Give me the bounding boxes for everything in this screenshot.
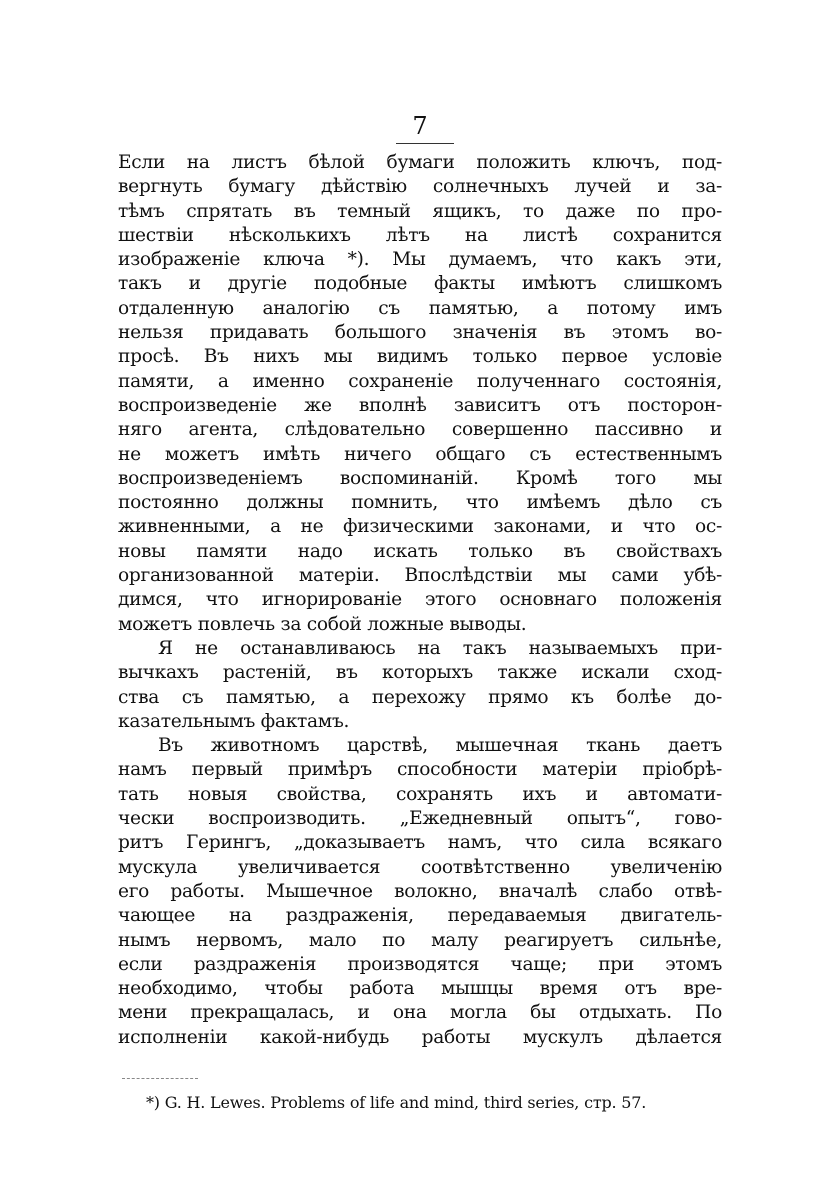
footnote-separator — [122, 1078, 198, 1079]
text-line: казательнымъ фактамъ. — [118, 710, 350, 732]
text-line: его работы. Мышечное волокно, вначалѣ слабо отвѣ- — [118, 880, 722, 902]
text-line: новы памяти надо искать только въ свойствахъ — [118, 540, 722, 562]
text-line: ства съ памятью, а перехожу прямо къ болѣе до- — [118, 686, 722, 708]
text-line: воспроизведеніе же вполнѣ зависитъ отъ посторон- — [118, 394, 722, 416]
text-line: памяти, а именно сохраненіе полученнаго состоянія, — [118, 370, 722, 392]
text-line: ритъ Герингъ, „доказываетъ намъ, что сила всякаго — [118, 832, 722, 854]
text-line: Если на листъ бѣлой бумаги положить ключъ, под- — [118, 152, 722, 173]
text-line: постоянно должны помнить, что имѣемъ дѣло съ — [118, 492, 722, 514]
body-text — [118, 151, 722, 1050]
text-line: отдаленную аналогію съ памятью, а потому имъ — [118, 297, 722, 319]
text-line: изображеніе ключа *). Мы думаемъ, что какъ эти, — [118, 249, 722, 271]
text-line: необходимо, чтобы работа мышцы время отъ вре- — [118, 978, 722, 1000]
text-line: нельзя придавать большого значенія въ этомъ во- — [118, 322, 722, 344]
footnote: *) G. H. Lewes. Problems of life and mind, third series, стр. 57. — [146, 1093, 647, 1112]
text-line: вычкахъ растеній, въ которыхъ также искали сход- — [118, 662, 722, 684]
text-line: просѣ. Въ нихъ мы видимъ только первое условіе — [118, 346, 722, 368]
text-line: мускула увеличивается соотвѣтственно увеличенію — [118, 856, 722, 878]
text-line: организованной матеріи. Впослѣдствіи мы сами убѣ- — [118, 565, 722, 587]
text-line: чески воспроизводить. „Ежедневный опытъ“, гово- — [118, 808, 722, 830]
text-line: если раздраженія производятся чаще; при этомъ — [118, 953, 722, 975]
text-line: Въ животномъ царствѣ, мышечная ткань даетъ — [158, 735, 722, 757]
text-line: живненными, а не физическими законами, и что ос- — [118, 516, 722, 538]
text-line: тать новыя свойства, сохранять ихъ и автомати- — [118, 783, 722, 805]
text-line: вергнуть бумагу дѣйствію солнечныхъ лучей и за- — [118, 176, 722, 198]
text-line: няго агента, слѣдовательно совершенно пассивно и — [118, 419, 722, 441]
page-number: 7 — [412, 112, 428, 140]
text-line: исполненіи какой-нибудь работы мускулъ дѣлается — [118, 1026, 722, 1048]
text-line: нымъ нервомъ, мало по малу реагируетъ сильнѣе, — [118, 929, 722, 951]
page-number-rule — [396, 143, 454, 144]
text-line: тѣмъ спрятать въ темный ящикъ, то даже по про- — [118, 200, 722, 222]
text-line: чающее на раздраженія, передаваемыя двигатель- — [118, 905, 722, 927]
text-line: шествіи нѣсколькихъ лѣтъ на листѣ сохранится — [118, 224, 722, 246]
text-line: димся, что игнорированіе этого основнаго положенія — [118, 589, 722, 611]
text-line: не можетъ имѣть ничего общаго съ естественнымъ — [118, 443, 722, 465]
text-line: такъ и другіе подобные факты имѣютъ слишкомъ — [118, 273, 722, 295]
text-line: мени прекращалась, и она могла бы отдыхать. По — [118, 1002, 722, 1024]
text-line: можетъ повлечь за собой ложные выводы. — [118, 613, 527, 635]
text-line: намъ первый примѣръ способности матеріи пріобрѣ- — [118, 759, 722, 781]
text-line: воспроизведеніемъ воспоминаній. Кромѣ того мы — [118, 467, 722, 489]
text-line: Я не останавливаюсь на такъ называемыхъ при- — [158, 637, 722, 659]
